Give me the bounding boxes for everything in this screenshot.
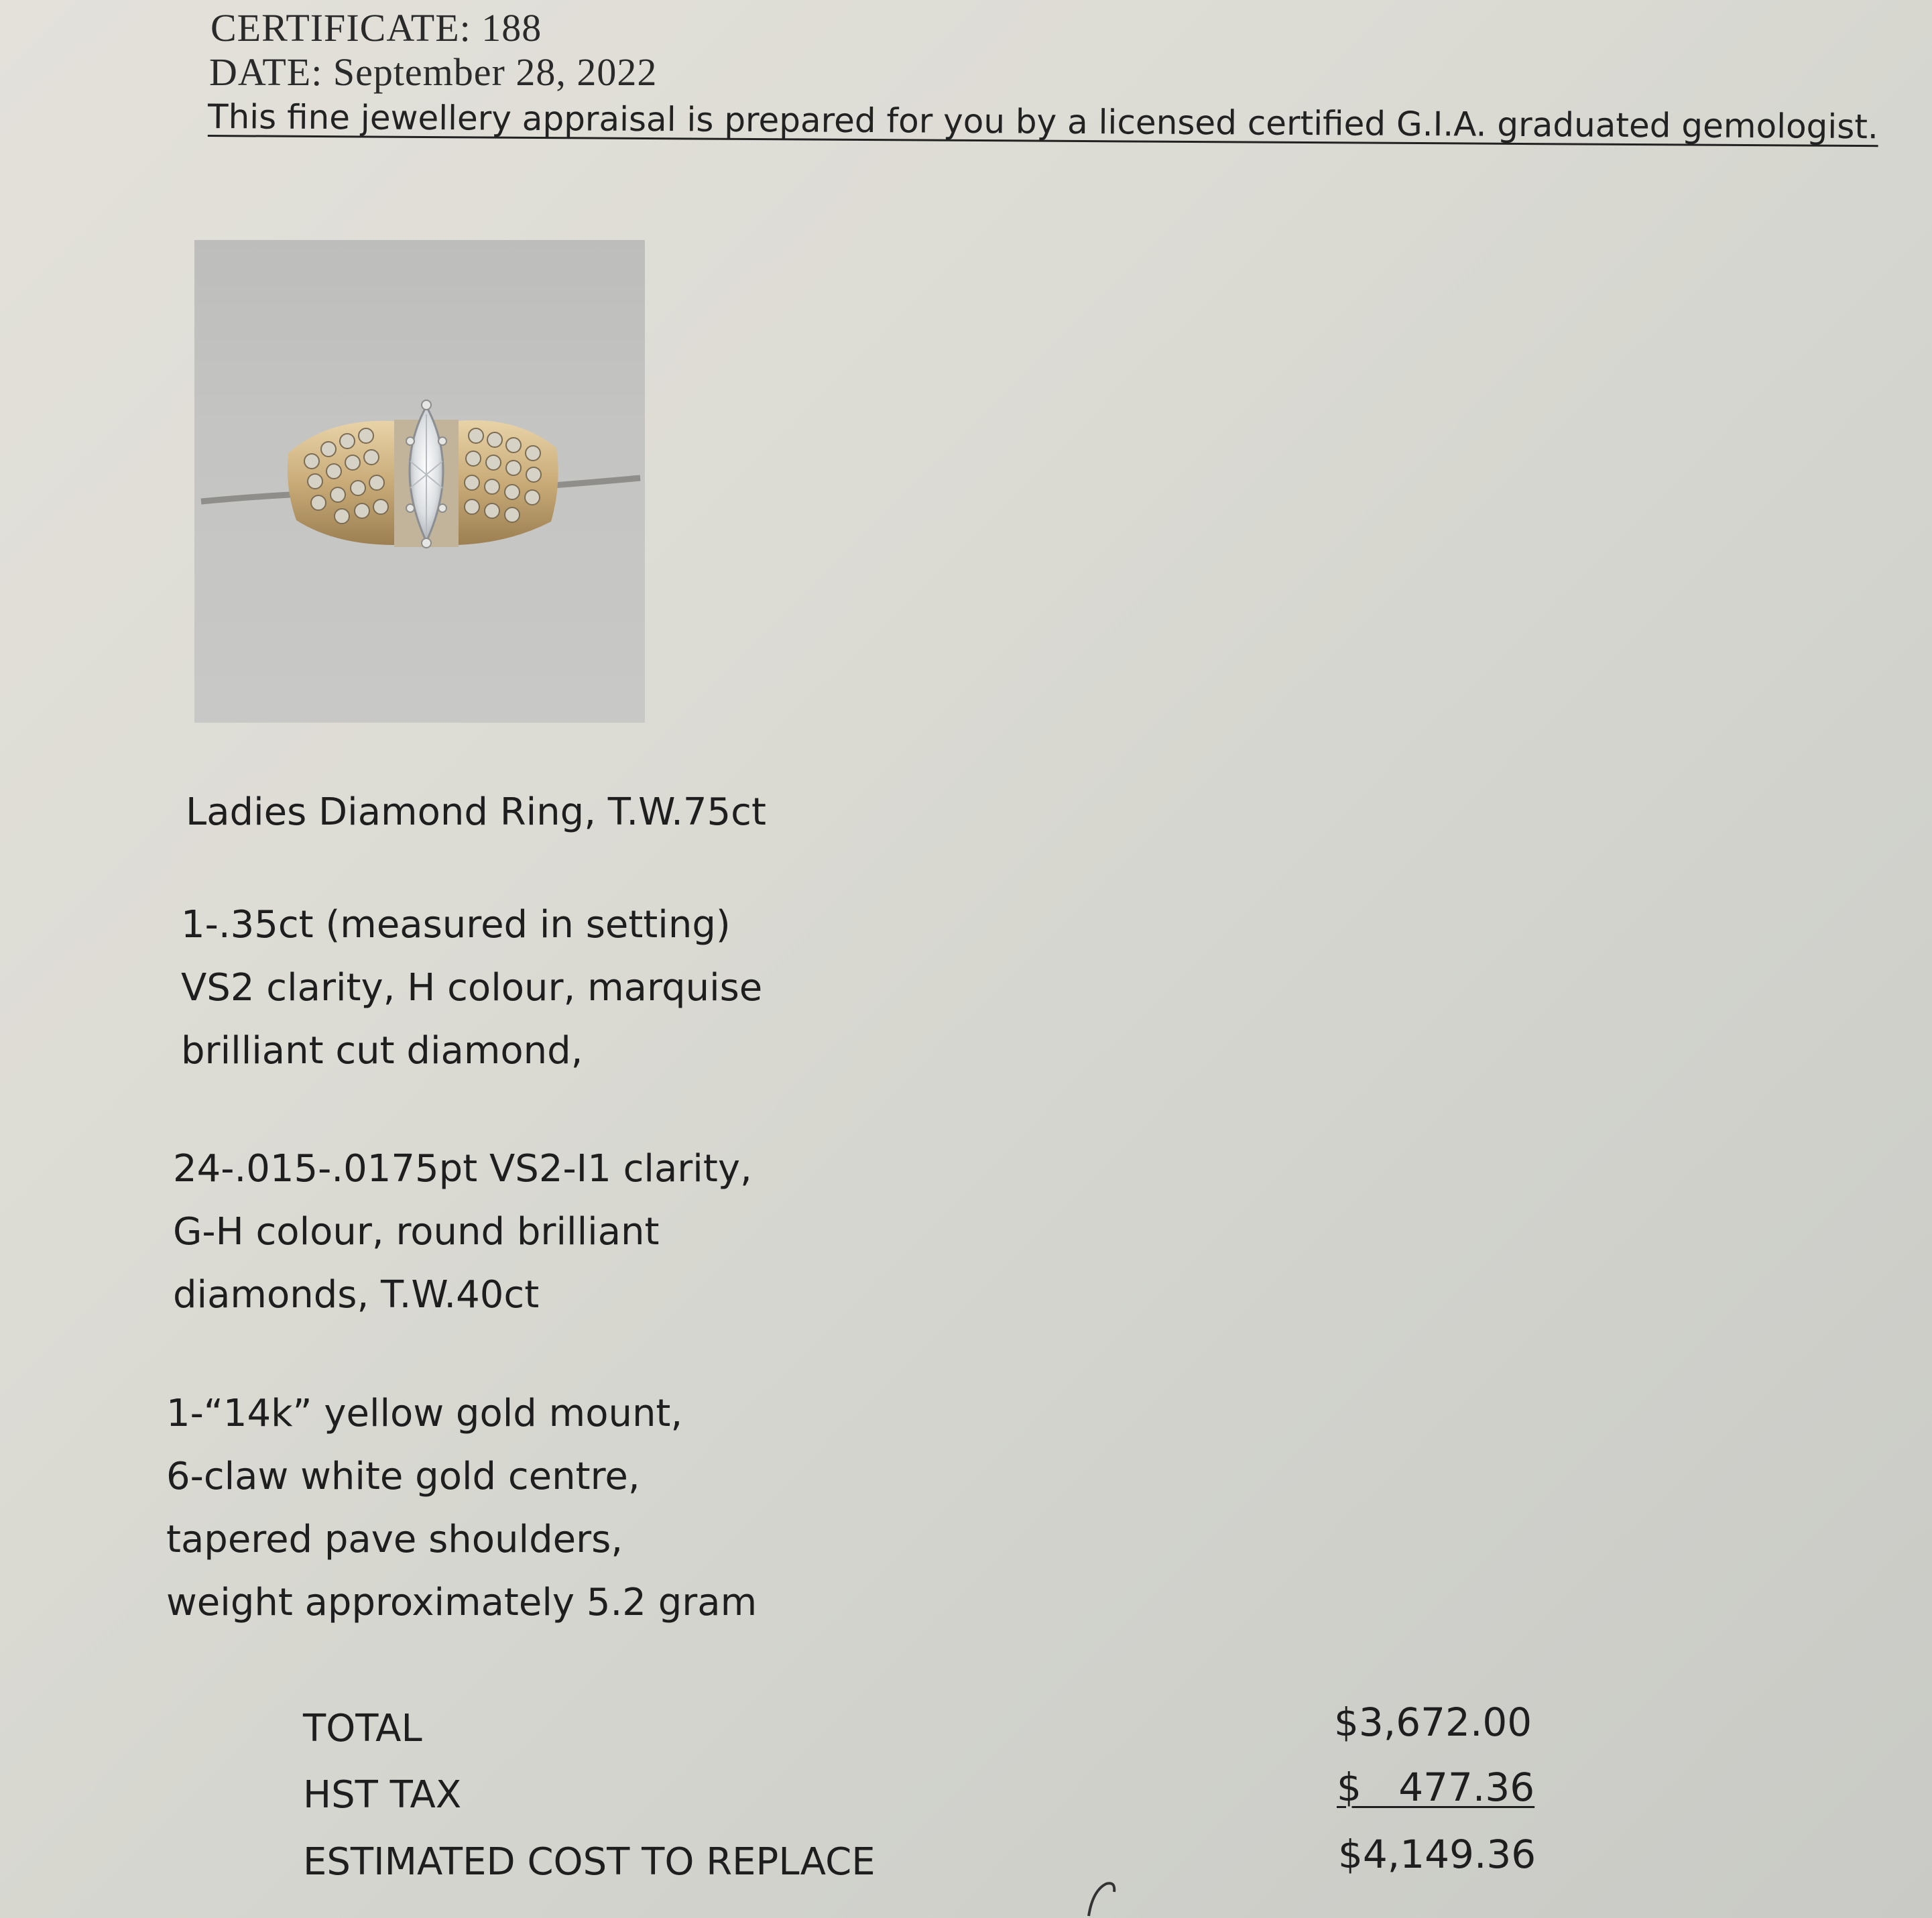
side-stones-line: diamonds, T.W.40ct [173, 1273, 540, 1317]
center-stone-line: VS2 clarity, H colour, marquise [181, 966, 763, 1010]
mount-line: tapered pave shoulders, [166, 1518, 623, 1561]
side-stones-line: G-H colour, round brilliant [173, 1210, 660, 1254]
ring-illustration [194, 240, 645, 723]
ring-title [186, 781, 766, 844]
replace-cost-label: ESTIMATED COST TO REPLACE [303, 1840, 876, 1884]
side-stones-description [173, 1138, 752, 1327]
total-value: $3,672.00 [1334, 1699, 1532, 1745]
appraisal-date: DATE: September 28, 2022 [209, 50, 658, 94]
mount-description [166, 1382, 757, 1634]
ring-photo [194, 240, 645, 723]
ring-title-line: Ladies Diamond Ring, T.W.75ct [186, 790, 766, 834]
center-stone-description [181, 894, 762, 1083]
appraisal-intro: This fine jewellery appraisal is prepared for you by a licensed certified G.I.A. graduated gemologist. [207, 97, 1879, 147]
mount-line: weight approximately 5.2 gram [166, 1581, 758, 1624]
total-label: TOTAL [303, 1707, 422, 1750]
center-stone-line: 1-.35ct (measured in setting) [181, 903, 731, 947]
mount-line: 6-claw white gold centre, [166, 1455, 640, 1498]
tax-label: HST TAX [303, 1773, 462, 1817]
center-stone-line: brilliant cut diamond, [181, 1029, 583, 1073]
pen-mark [1086, 1877, 1126, 1918]
replace-cost-value: $4,149.36 [1338, 1832, 1536, 1877]
side-stones-line: 24-.015-.0175pt VS2-I1 clarity, [173, 1147, 752, 1191]
mount-line: 1-“14k” yellow gold mount, [166, 1392, 683, 1435]
tax-value: $ 477.36 [1337, 1764, 1535, 1810]
certificate-number: CERTIFICATE: 188 [210, 6, 542, 50]
